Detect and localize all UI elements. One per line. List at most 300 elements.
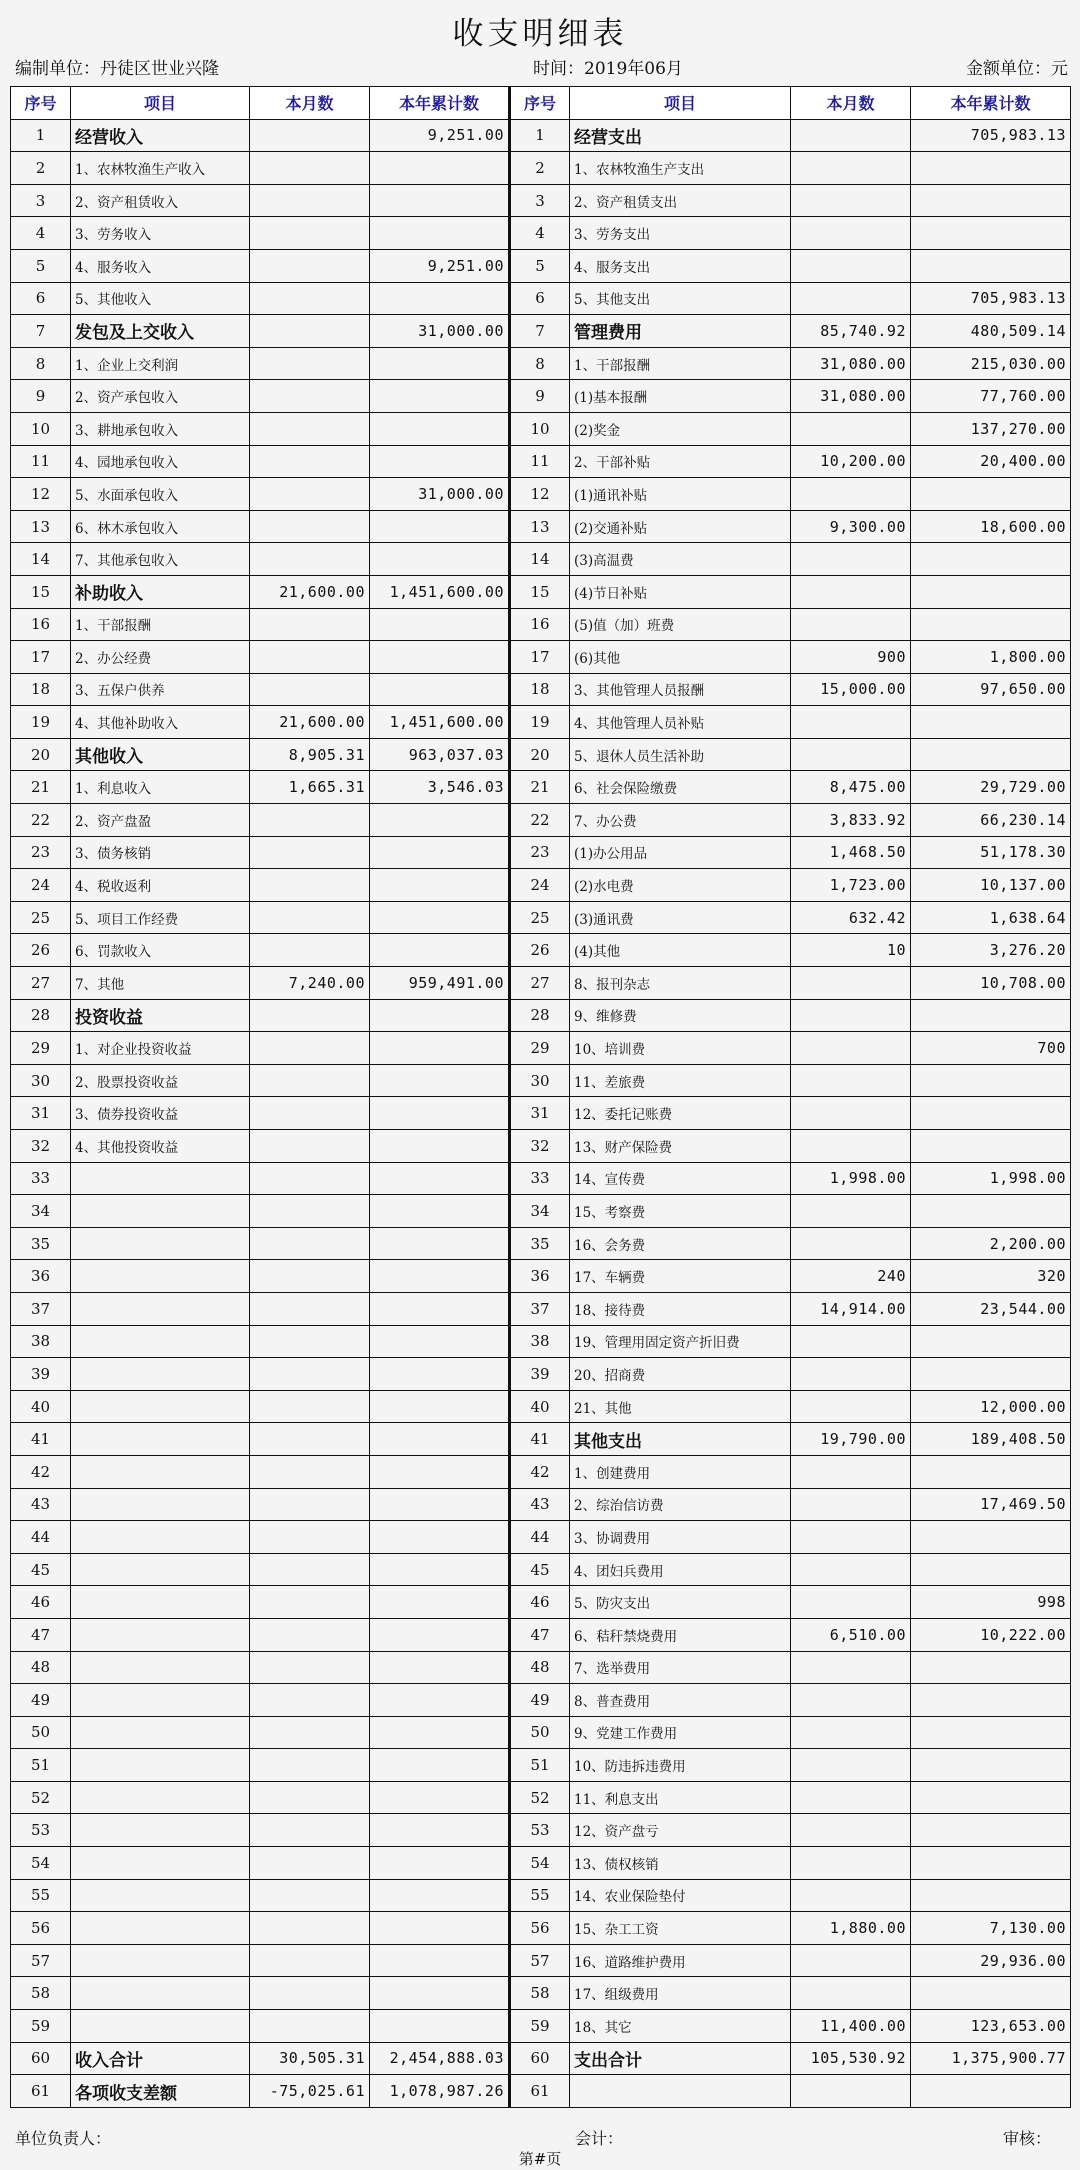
left-month-cell [250,1227,370,1260]
left-seq-cell: 3 [11,184,71,217]
left-ytd-cell [370,184,510,217]
right-item-cell: 10、培训费 [570,1032,791,1065]
left-item-cell: 6、林木承包收入 [71,510,250,543]
right-month-cell [791,1651,911,1684]
right-seq-cell: 41 [510,1423,570,1456]
right-month-cell [791,706,911,739]
header-ytd: 本年累计数 [370,87,510,120]
left-month-cell [250,1292,370,1325]
right-item-cell: 12、资产盘亏 [570,1814,791,1847]
right-ytd-cell: 320 [911,1260,1071,1293]
right-seq-cell: 40 [510,1390,570,1423]
right-seq-cell: 5 [510,249,570,282]
table-row [11,152,1071,185]
left-month-cell [250,380,370,413]
right-ytd-cell [911,1553,1071,1586]
left-seq-cell: 34 [11,1195,71,1228]
left-seq-cell: 25 [11,901,71,934]
left-month-cell [250,1488,370,1521]
left-item-cell: 其他收入 [71,738,250,771]
right-ytd-cell [911,1130,1071,1163]
left-seq-cell: 51 [11,1749,71,1782]
right-item-cell: 6、社会保险缴费 [570,771,791,804]
right-seq-cell: 25 [510,901,570,934]
right-month-cell [791,119,911,152]
left-item-cell: 7、其他 [71,967,250,1000]
left-seq-cell: 9 [11,380,71,413]
left-item-cell: 1、对企业投资收益 [71,1032,250,1065]
left-month-cell [250,1064,370,1097]
left-ytd-cell: 31,000.00 [370,315,510,348]
left-month-cell: 21,600.00 [250,706,370,739]
left-ytd-cell [370,1455,510,1488]
right-item-cell: 11、差旅费 [570,1064,791,1097]
left-seq-cell: 44 [11,1521,71,1554]
right-month-cell [791,1032,911,1065]
left-month-cell [250,1879,370,1912]
right-seq-cell: 13 [510,510,570,543]
right-month-cell: 632.42 [791,901,911,934]
right-ytd-cell [911,217,1071,250]
left-item-cell [71,1227,250,1260]
right-ytd-cell: 97,650.00 [911,673,1071,706]
right-seq-cell: 22 [510,804,570,837]
right-ytd-cell: 137,270.00 [911,412,1071,445]
left-seq-cell: 21 [11,771,71,804]
right-ytd-cell [911,575,1071,608]
left-ytd-cell [370,412,510,445]
right-ytd-cell [911,738,1071,771]
table-row [11,1553,1071,1586]
right-item-cell: 15、杂工工资 [570,1912,791,1945]
right-item-cell: (3)通讯费 [570,901,791,934]
right-seq-cell: 26 [510,934,570,967]
right-ytd-cell [911,184,1071,217]
left-ytd-cell: 3,546.03 [370,771,510,804]
right-month-cell [791,738,911,771]
right-ytd-cell [911,249,1071,282]
right-item-cell: 5、防灾支出 [570,1586,791,1619]
left-item-cell: 3、劳务收入 [71,217,250,250]
right-seq-cell: 23 [510,836,570,869]
right-item-cell: 其他支出 [570,1423,791,1456]
right-month-cell: 105,530.92 [791,2042,911,2075]
right-item-cell: (1)通讯补贴 [570,478,791,511]
report-title: 收支明细表 [452,16,628,52]
right-month-cell [791,1521,911,1554]
table-row [11,641,1071,674]
signature-line [15,2126,1065,2150]
left-month-cell [250,249,370,282]
left-item-cell: 1、干部报酬 [71,608,250,641]
left-item-cell: 3、耕地承包收入 [71,412,250,445]
right-item-cell: 6、秸秆禁烧费用 [570,1618,791,1651]
right-month-cell [791,478,911,511]
left-month-cell [250,1814,370,1847]
left-item-cell [71,1944,250,1977]
left-month-cell [250,1553,370,1586]
left-ytd-cell [370,641,510,674]
left-item-cell: 各项收支差额 [71,2075,250,2108]
left-seq-cell: 4 [11,217,71,250]
right-month-cell [791,999,911,1032]
right-month-cell [791,2075,911,2108]
left-month-cell [250,1912,370,1945]
table-row [11,217,1071,250]
table-row [11,1423,1071,1456]
right-ytd-cell [911,1455,1071,1488]
right-month-cell [791,1977,911,2010]
table-row [11,1227,1071,1260]
left-item-cell [71,1521,250,1554]
left-month-cell [250,347,370,380]
table-row [11,510,1071,543]
left-seq-cell: 41 [11,1423,71,1456]
left-seq-cell: 29 [11,1032,71,1065]
right-seq-cell: 55 [510,1879,570,1912]
left-month-cell [250,1032,370,1065]
table-row [11,836,1071,869]
table-row [11,1749,1071,1782]
table-row [11,1195,1071,1228]
right-item-cell: 9、维修费 [570,999,791,1032]
left-month-cell [250,315,370,348]
right-seq-cell: 43 [510,1488,570,1521]
right-seq-cell: 50 [510,1716,570,1749]
left-seq-cell: 58 [11,1977,71,2010]
left-seq-cell: 56 [11,1912,71,1945]
left-item-cell [71,2010,250,2043]
left-item-cell [71,1912,250,1945]
left-ytd-cell: 959,491.00 [370,967,510,1000]
right-ytd-cell: 51,178.30 [911,836,1071,869]
right-seq-cell: 6 [510,282,570,315]
table-row [11,1390,1071,1423]
table-row [11,738,1071,771]
right-item-cell: 15、考察费 [570,1195,791,1228]
income-expense-table [10,86,1071,2108]
table-row [11,1097,1071,1130]
table-row [11,1847,1071,1880]
right-seq-cell: 32 [510,1130,570,1163]
left-seq-cell: 40 [11,1390,71,1423]
right-ytd-cell [911,999,1071,1032]
right-seq-cell: 38 [510,1325,570,1358]
left-seq-cell: 6 [11,282,71,315]
left-month-cell [250,1618,370,1651]
left-item-cell: 4、其他补助收入 [71,706,250,739]
right-seq-cell: 56 [510,1912,570,1945]
left-month-cell [250,1781,370,1814]
right-item-cell: 16、会务费 [570,1227,791,1260]
left-item-cell: 2、资产盘盈 [71,804,250,837]
left-item-cell: 2、资产租赁收入 [71,184,250,217]
right-item-cell: 4、服务支出 [570,249,791,282]
left-month-cell [250,999,370,1032]
left-ytd-cell [370,217,510,250]
left-ytd-cell [370,804,510,837]
right-ytd-cell: 2,200.00 [911,1227,1071,1260]
right-seq-cell: 51 [510,1749,570,1782]
table-row [11,445,1071,478]
left-month-cell [250,673,370,706]
left-ytd-cell [370,673,510,706]
table-row [11,1455,1071,1488]
right-item-cell: (4)节日补贴 [570,575,791,608]
table-row [11,1032,1071,1065]
right-ytd-cell: 17,469.50 [911,1488,1071,1521]
right-seq-cell: 59 [510,2010,570,2043]
left-item-cell [71,1162,250,1195]
right-seq-cell: 48 [510,1651,570,1684]
right-item-cell: (2)水电费 [570,869,791,902]
header-item: 项目 [570,87,791,120]
table-row [11,543,1071,576]
left-item-cell [71,1260,250,1293]
left-item-cell [71,1325,250,1358]
right-seq-cell: 45 [510,1553,570,1586]
right-ytd-cell: 700 [911,1032,1071,1065]
left-month-cell: 1,665.31 [250,771,370,804]
right-item-cell: 8、报刊杂志 [570,967,791,1000]
right-seq-cell: 14 [510,543,570,576]
left-seq-cell: 1 [11,119,71,152]
left-ytd-cell [370,1195,510,1228]
right-item-cell: 14、农业保险垫付 [570,1879,791,1912]
right-item-cell: 经营支出 [570,119,791,152]
table-row [11,347,1071,380]
right-item-cell: 2、综治信访费 [570,1488,791,1521]
left-item-cell [71,1586,250,1619]
left-ytd-cell [370,1064,510,1097]
right-month-cell [791,1455,911,1488]
right-month-cell [791,1586,911,1619]
right-item-cell: (1)办公用品 [570,836,791,869]
right-seq-cell: 1 [510,119,570,152]
table-row [11,1292,1071,1325]
table-row [11,412,1071,445]
right-item-cell: 支出合计 [570,2042,791,2075]
right-month-cell [791,1390,911,1423]
header-seq: 序号 [510,87,570,120]
right-ytd-cell [911,1814,1071,1847]
right-month-cell: 31,080.00 [791,347,911,380]
left-item-cell [71,1814,250,1847]
left-ytd-cell [370,1781,510,1814]
header-month: 本月数 [791,87,911,120]
left-seq-cell: 45 [11,1553,71,1586]
left-ytd-cell [370,1292,510,1325]
right-seq-cell: 35 [510,1227,570,1260]
right-ytd-cell [911,1064,1071,1097]
right-month-cell: 19,790.00 [791,1423,911,1456]
right-seq-cell: 20 [510,738,570,771]
table-row [11,1586,1071,1619]
right-seq-cell: 10 [510,412,570,445]
right-seq-cell: 8 [510,347,570,380]
left-item-cell [71,1749,250,1782]
left-seq-cell: 28 [11,999,71,1032]
left-seq-cell: 15 [11,575,71,608]
left-month-cell [250,934,370,967]
left-ytd-cell [370,543,510,576]
right-ytd-cell [911,1358,1071,1391]
left-seq-cell: 8 [11,347,71,380]
table-row [11,2042,1071,2075]
left-ytd-cell [370,1879,510,1912]
left-seq-cell: 47 [11,1618,71,1651]
table-row [11,1879,1071,1912]
left-seq-cell: 16 [11,608,71,641]
right-item-cell: 18、其它 [570,2010,791,2043]
right-seq-cell: 37 [510,1292,570,1325]
left-seq-cell: 52 [11,1781,71,1814]
table-row [11,282,1071,315]
table-row [11,999,1071,1032]
left-month-cell [250,510,370,543]
right-item-cell: 13、债权核销 [570,1847,791,1880]
left-month-cell [250,412,370,445]
right-ytd-cell: 480,509.14 [911,315,1071,348]
right-seq-cell: 17 [510,641,570,674]
left-month-cell [250,1195,370,1228]
table-row [11,1521,1071,1554]
left-seq-cell: 26 [11,934,71,967]
left-item-cell: 发包及上交收入 [71,315,250,348]
right-month-cell [791,543,911,576]
reviewer-label: 审核： [1002,2129,1051,2148]
left-item-cell [71,1455,250,1488]
left-seq-cell: 53 [11,1814,71,1847]
left-item-cell [71,1553,250,1586]
table-row [11,706,1071,739]
left-item-cell [71,1651,250,1684]
right-item-cell: 12、委托记账费 [570,1097,791,1130]
left-month-cell [250,1716,370,1749]
table-row [11,1618,1071,1651]
left-item-cell [71,1195,250,1228]
right-item-cell: 8、普查费用 [570,1684,791,1717]
right-ytd-cell: 705,983.13 [911,119,1071,152]
right-seq-cell: 57 [510,1944,570,1977]
right-ytd-cell: 10,222.00 [911,1618,1071,1651]
table-row [11,315,1071,348]
right-ytd-cell: 123,653.00 [911,2010,1071,2043]
right-month-cell [791,575,911,608]
left-seq-cell: 10 [11,412,71,445]
left-month-cell [250,282,370,315]
right-ytd-cell: 705,983.13 [911,282,1071,315]
table-row [11,673,1071,706]
right-seq-cell: 34 [510,1195,570,1228]
left-month-cell [250,543,370,576]
right-ytd-cell [911,1716,1071,1749]
left-item-cell [71,1716,250,1749]
left-ytd-cell [370,1130,510,1163]
right-item-cell: 5、其他支出 [570,282,791,315]
right-month-cell: 3,833.92 [791,804,911,837]
right-month-cell: 6,510.00 [791,1618,911,1651]
right-month-cell [791,282,911,315]
table-row [11,1260,1071,1293]
right-seq-cell: 4 [510,217,570,250]
left-item-cell: 5、其他收入 [71,282,250,315]
right-ytd-cell: 10,708.00 [911,967,1071,1000]
table-row [11,184,1071,217]
right-month-cell [791,1944,911,1977]
left-item-cell: 3、五保户供养 [71,673,250,706]
right-month-cell: 1,468.50 [791,836,911,869]
right-month-cell: 15,000.00 [791,673,911,706]
right-ytd-cell: 77,760.00 [911,380,1071,413]
right-seq-cell: 19 [510,706,570,739]
table-row [11,1977,1071,2010]
right-ytd-cell [911,706,1071,739]
right-ytd-cell: 7,130.00 [911,1912,1071,1945]
right-seq-cell: 24 [510,869,570,902]
right-ytd-cell [911,1097,1071,1130]
left-month-cell [250,1325,370,1358]
right-ytd-cell: 1,375,900.77 [911,2042,1071,2075]
left-item-cell: 4、其他投资收益 [71,1130,250,1163]
right-month-cell [791,1716,911,1749]
right-item-cell: 3、其他管理人员报酬 [570,673,791,706]
right-ytd-cell [911,1847,1071,1880]
left-ytd-cell [370,901,510,934]
right-ytd-cell [911,152,1071,185]
table-row [11,1130,1071,1163]
left-month-cell [250,804,370,837]
right-seq-cell: 44 [510,1521,570,1554]
accountant-label: 会计： [575,2129,624,2148]
right-seq-cell: 9 [510,380,570,413]
left-item-cell: 7、其他承包收入 [71,543,250,576]
right-month-cell: 11,400.00 [791,2010,911,2043]
left-seq-cell: 13 [11,510,71,543]
left-ytd-cell: 9,251.00 [370,249,510,282]
left-month-cell [250,1390,370,1423]
right-item-cell: 11、利息支出 [570,1781,791,1814]
left-seq-cell: 38 [11,1325,71,1358]
table-row [11,1651,1071,1684]
right-month-cell [791,1684,911,1717]
left-item-cell [71,1488,250,1521]
left-seq-cell: 49 [11,1684,71,1717]
table-row [11,1814,1071,1847]
report-period: 时间：2019年06月 [533,59,683,79]
right-item-cell: 9、党建工作费用 [570,1716,791,1749]
right-seq-cell: 2 [510,152,570,185]
left-ytd-cell: 2,454,888.03 [370,2042,510,2075]
left-ytd-cell [370,1423,510,1456]
right-item-cell: 2、资产租赁支出 [570,184,791,217]
left-month-cell [250,2010,370,2043]
right-item-cell: 4、其他管理人员补贴 [570,706,791,739]
left-ytd-cell [370,2010,510,2043]
right-seq-cell: 11 [510,445,570,478]
right-item-cell: 1、农林牧渔生产支出 [570,152,791,185]
table-body [11,119,1071,2107]
left-month-cell [250,836,370,869]
table-row [11,1716,1071,1749]
left-month-cell [250,152,370,185]
left-seq-cell: 17 [11,641,71,674]
left-ytd-cell [370,1390,510,1423]
right-seq-cell: 61 [510,2075,570,2108]
table-row [11,1944,1071,1977]
right-seq-cell: 33 [510,1162,570,1195]
right-ytd-cell: 20,400.00 [911,445,1071,478]
